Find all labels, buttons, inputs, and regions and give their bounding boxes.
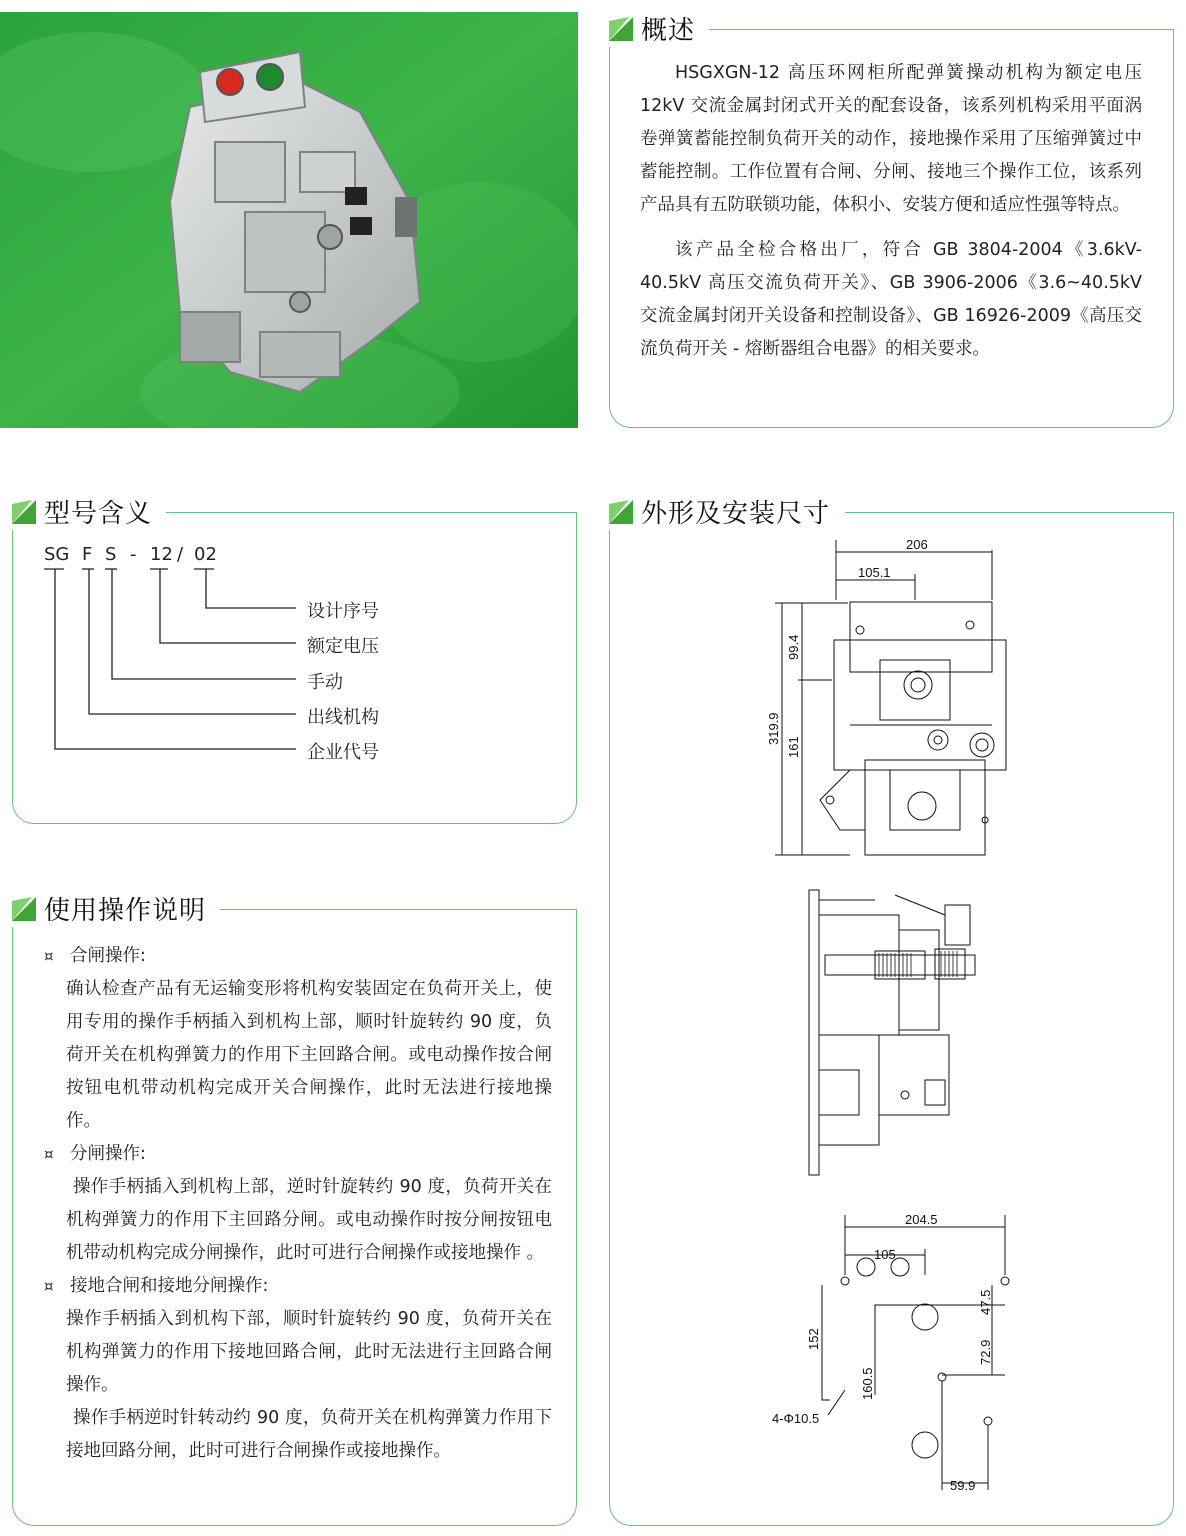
dim-mount-holes: 4-Φ10.5 — [772, 1411, 820, 1426]
overview-header — [609, 10, 709, 47]
dim-width-total: 206 — [906, 537, 928, 552]
code-part: F — [82, 544, 93, 565]
dim-mount-width-total: 204.5 — [905, 1212, 938, 1227]
model-label-design-serial: 设计序号 — [307, 601, 379, 622]
op-heading-text: 接地合闸和接地分闸操作: — [70, 1276, 269, 1296]
model-label-manual: 手动 — [307, 672, 343, 693]
model-label-rated-voltage: 额定电压 — [307, 636, 379, 657]
overview-paragraph: 该产品全检合格出厂，符合 GB 3804-2004《3.6kV-40.5kV 高压交流负荷开关》、GB 3906-2006《3.6~40.5kV 交流金属封闭开关设备和控制设备》、GB 16926-2009《高压交流负荷开关 - 熔断器组合电器》的相关要求。 — [640, 240, 1142, 359]
section-marker-icon — [12, 897, 36, 921]
dim-height-total: 319.9 — [766, 712, 781, 745]
op-text: 操作手柄逆时针转动约 90 度，负荷开关在机构弹簧力作用下接地回路分闸，此时可进行合闸操作或接地操作。 — [66, 1408, 552, 1461]
model-leader-lines — [0, 0, 600, 800]
dim-mount-h-right-top: 47.5 — [978, 1289, 993, 1315]
op-heading-text: 分闸操作: — [70, 1144, 146, 1164]
code-part: SG — [44, 544, 70, 565]
op-heading-text: 合闸操作: — [70, 946, 146, 966]
op-heading-close — [44, 940, 552, 973]
dim-width-half: 105.1 — [858, 565, 891, 580]
overview-paragraph: HSGXGN-12 高压环网柜所配弹簧操动机构为额定电压 12kV 交流金属封闭式开关的配套设备，该系列机构采用平面涡卷弹簧蓄能控制负荷开关的动作，接地操作采用了压缩弹簧过中蓄能控制。工作位置有合闸、分闸、接地三个操作工位，该系列产品具有五防联锁功能，体积小、安装方便和适应性强等特点。 — [640, 63, 1142, 215]
op-text: 操作手柄插入到机构下部，顺时针旋转约 90 度，负荷开关在机构弹簧力的作用下接地回路合闸，此时无法进行主回路合闸操作。 — [66, 1309, 552, 1395]
dim-mount-h-left: 152 — [806, 1328, 821, 1350]
code-part: - — [130, 544, 137, 565]
side-view-drawing — [795, 885, 985, 1180]
overview-text — [640, 57, 1142, 366]
code-part: 12 — [150, 544, 173, 565]
section-marker-icon — [609, 500, 633, 524]
bullet-icon: ¤ — [44, 1277, 54, 1295]
model-title: 型号含义 — [44, 499, 153, 529]
dim-mount-width-holes: 105 — [874, 1247, 896, 1262]
model-label-outgoing-mechanism: 出线机构 — [307, 707, 379, 728]
dim-mount-h-center: 160.5 — [860, 1367, 875, 1400]
bullet-icon: ¤ — [44, 947, 54, 965]
op-text: 确认检查产品有无运输变形将机构安装固定在负荷开关上，使用专用的操作手柄插入到机构上部，顺时针旋转约 90 度，负荷开关在机构弹簧力的作用下主回路合闸。或电动操作按合闸按钮电机带动机构完成开关合闸操作，此时无法进行接地操作。 — [66, 979, 552, 1131]
mounting-hole-drawing — [760, 1205, 1020, 1505]
operation-title: 使用操作说明 — [44, 896, 207, 926]
op-text: 操作手柄插入到机构上部，逆时针旋转约 90 度，负荷开关在机构弹簧力的作用下主回路分闸。或电动操作时按分闸按钮电机带动机构完成分闸操作，此时可进行合闸操作或接地操作 。 — [66, 1177, 552, 1263]
op-heading-open — [44, 1138, 552, 1171]
operation-header — [12, 890, 220, 927]
code-part: / — [177, 544, 184, 565]
section-marker-icon — [609, 17, 633, 41]
front-view-drawing — [760, 530, 1020, 865]
bullet-icon: ¤ — [44, 1145, 54, 1163]
dim-height-upper: 99.4 — [786, 634, 801, 660]
dim-height-lower: 161 — [786, 736, 801, 758]
operation-instructions — [44, 940, 552, 1468]
dim-mount-h-right-mid: 72.9 — [978, 1339, 993, 1365]
code-part: S — [105, 544, 117, 565]
op-heading-earthing — [44, 1270, 552, 1303]
model-label-company-code: 企业代号 — [307, 742, 379, 763]
overview-title: 概述 — [641, 16, 696, 46]
dimensions-header — [609, 493, 844, 530]
dimensions-title: 外形及安装尺寸 — [641, 499, 831, 529]
code-part: 02 — [194, 544, 217, 565]
dim-mount-bottom-offset: 59.9 — [950, 1478, 976, 1493]
